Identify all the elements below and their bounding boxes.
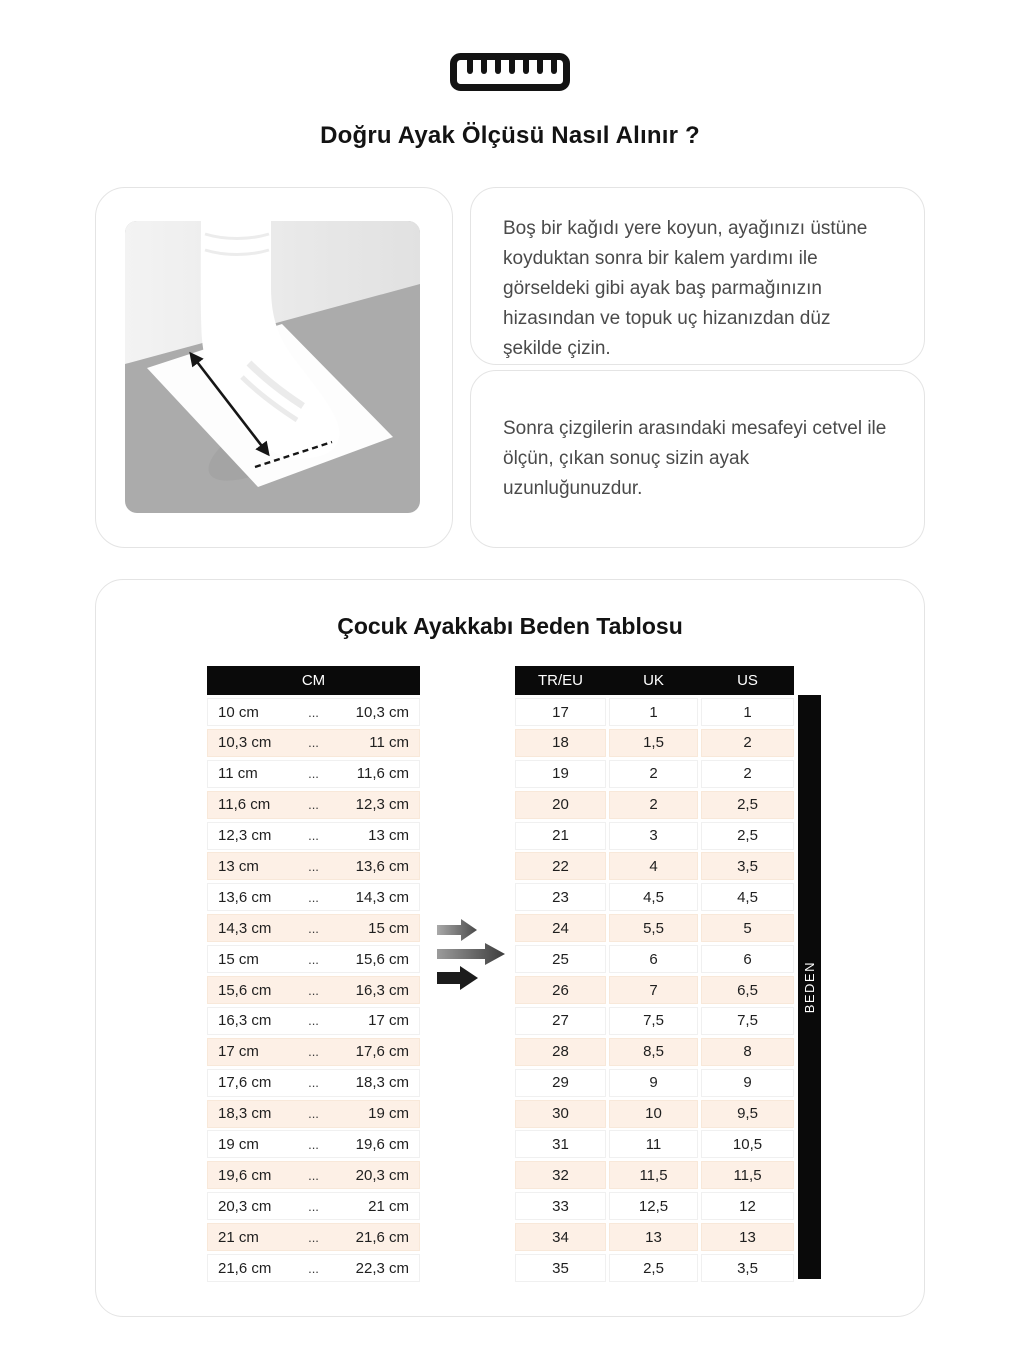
cm-from-value: 12,3 cm [218,827,272,845]
size-cell: 6,5 [701,976,794,1004]
size-cell: 24 [515,914,606,942]
cm-to-value: 21 cm [368,1197,409,1215]
size-table-row [515,852,794,880]
size-cell: 10 [609,1100,698,1128]
cm-table-row [207,1069,420,1097]
size-cell: 27 [515,1007,606,1035]
size-table-row [515,1192,794,1220]
cm-table-row [207,852,420,880]
cm-table-row [207,914,420,942]
cm-from-value: 14,3 cm [218,919,272,937]
cm-from-value: 13,6 cm [218,888,272,906]
size-cell: 13 [609,1223,698,1251]
cm-from-value: 20,3 cm [218,1197,272,1215]
size-table-title: Çocuk Ayakkabı Beden Tablosu [337,613,683,639]
cm-table-row [207,1254,420,1282]
size-cell: 32 [515,1161,606,1189]
size-cell: 11,5 [701,1161,794,1189]
cm-to-value: 19,6 cm [355,1135,409,1153]
size-table-row [515,1007,794,1035]
size-table-row [515,1069,794,1097]
size-cell: 2,5 [609,1254,698,1282]
cm-table-row [207,791,420,819]
foot-photo-card [95,187,453,548]
range-dots: ... [308,735,319,751]
cm-table-header: CM [207,666,420,695]
size-cell: 5,5 [609,914,698,942]
size-cell: 2 [609,791,698,819]
size-cell: 20 [515,791,606,819]
size-cell: 3,5 [701,1254,794,1282]
cm-table-row [207,1100,420,1128]
size-cell: 11 [609,1130,698,1158]
cm-from-value: 18,3 cm [218,1105,272,1123]
instruction-card-2 [470,370,925,548]
size-table-row [515,1223,794,1251]
size-cell: 2 [701,760,794,788]
size-cell: 9 [701,1069,794,1097]
size-table-row [515,698,794,726]
range-dots: ... [308,797,319,813]
instruction-text-1: Boş bir kağıdı yere koyun, ayağınızı üstüne koyduktan sonra bir kalem yardımı ile görseldeki gibi ayak baş parmağınızın hizasından ve topuk uç hizanızdan düz şekilde çizin. [503,218,868,359]
size-cell: 2,5 [701,822,794,850]
cm-from-value: 19,6 cm [218,1166,272,1184]
range-dots: ... [308,982,319,998]
size-cell: 5 [701,914,794,942]
size-table-row [515,1100,794,1128]
size-cell: 34 [515,1223,606,1251]
cm-to-value: 21,6 cm [355,1228,409,1246]
size-cell: 11,5 [609,1161,698,1189]
range-dots: ... [308,1013,319,1029]
size-table-row [515,945,794,973]
cm-to-value: 20,3 cm [355,1166,409,1184]
size-cell: 3,5 [701,852,794,880]
size-cell: 33 [515,1192,606,1220]
size-cell: 21 [515,822,606,850]
cm-from-value: 10,3 cm [218,734,272,752]
cm-from-value: 16,3 cm [218,1012,272,1030]
range-dots: ... [308,1260,319,1276]
size-table-row [515,883,794,911]
size-cell: 13 [701,1223,794,1251]
cm-to-value: 22,3 cm [355,1259,409,1277]
size-cell: 10,5 [701,1130,794,1158]
range-dots: ... [308,920,319,936]
size-cell: 29 [515,1069,606,1097]
cm-to-value: 15 cm [368,919,409,937]
size-col-us: US [737,672,758,689]
cm-table-row [207,1192,420,1220]
size-table-row [515,822,794,850]
size-cell: 12 [701,1192,794,1220]
size-table-header [515,666,794,695]
size-cell: 2 [609,760,698,788]
range-dots: ... [308,1106,319,1122]
cm-table [207,666,420,1282]
instruction-cards [470,187,925,548]
cm-from-value: 19 cm [218,1135,259,1153]
cm-to-value: 10,3 cm [355,703,409,721]
size-table-row [515,1161,794,1189]
size-cell: 6 [609,945,698,973]
size-cell: 22 [515,852,606,880]
size-col-uk: UK [643,672,664,689]
cm-to-value: 13,6 cm [355,857,409,875]
measure-guide-section [95,187,925,548]
size-cell: 8 [701,1038,794,1066]
range-dots: ... [308,828,319,844]
size-cell: 19 [515,760,606,788]
size-table-card [95,579,925,1317]
cm-table-row [207,729,420,757]
cm-table-row [207,1223,420,1251]
range-dots: ... [308,1075,319,1091]
foot-measurement-photo [125,221,420,513]
size-cell: 6 [701,945,794,973]
size-cell: 18 [515,729,606,757]
header-icon-wrap [0,0,1020,92]
range-dots: ... [308,1229,319,1245]
cm-from-value: 15 cm [218,950,259,968]
size-cell: 4,5 [701,883,794,911]
size-table-row [515,1130,794,1158]
cm-from-value: 13 cm [218,857,259,875]
size-cell: 35 [515,1254,606,1282]
cm-from-value: 17,6 cm [218,1074,272,1092]
size-col-treu: TR/EU [538,672,583,689]
cm-from-value: 15,6 cm [218,981,272,999]
cm-from-value: 21 cm [218,1228,259,1246]
range-dots: ... [308,766,319,782]
cm-to-value: 19 cm [368,1105,409,1123]
cm-to-value: 17 cm [368,1012,409,1030]
cm-from-value: 10 cm [218,703,259,721]
cm-table-body [207,698,420,1282]
cm-to-value: 15,6 cm [355,950,409,968]
cm-table-row [207,1161,420,1189]
cm-to-value: 18,3 cm [355,1074,409,1092]
cm-from-value: 21,6 cm [218,1259,272,1277]
page-title: Doğru Ayak Ölçüsü Nasıl Alınır ? [320,122,700,149]
cm-table-row [207,1007,420,1035]
cm-from-value: 11 cm [218,765,258,783]
size-table-row [515,760,794,788]
instruction-card-1 [470,187,925,365]
cm-from-value: 11,6 cm [218,796,271,814]
size-table-row [515,976,794,1004]
size-cell: 17 [515,698,606,726]
cm-table-row [207,760,420,788]
cm-table-row [207,698,420,726]
range-dots: ... [308,1044,319,1060]
range-dots: ... [308,889,319,905]
size-cell: 31 [515,1130,606,1158]
size-cell: 9,5 [701,1100,794,1128]
cm-table-row [207,1130,420,1158]
size-cell: 7,5 [609,1007,698,1035]
range-dots: ... [308,1198,319,1214]
cm-to-value: 14,3 cm [355,888,409,906]
size-table-row [515,791,794,819]
beden-side-label: BEDEN [802,960,817,1014]
transfer-arrows-icon [434,914,512,994]
size-cell: 1,5 [609,729,698,757]
cm-to-value: 13 cm [368,827,409,845]
size-table-row [515,1254,794,1282]
cm-to-value: 17,6 cm [355,1043,409,1061]
size-cell: 25 [515,945,606,973]
size-cell: 12,5 [609,1192,698,1220]
size-table [515,666,794,1282]
cm-to-value: 11,6 cm [356,765,409,783]
range-dots: ... [308,1136,319,1152]
size-table-row [515,914,794,942]
size-table-body [515,698,794,1282]
range-dots: ... [308,951,319,967]
size-cell: 3 [609,822,698,850]
size-cell: 4 [609,852,698,880]
size-cell: 2 [701,729,794,757]
size-cell: 1 [609,698,698,726]
cm-table-row [207,945,420,973]
range-dots: ... [308,704,319,720]
cm-to-value: 12,3 cm [355,796,409,814]
cm-table-row [207,976,420,1004]
cm-to-value: 16,3 cm [355,981,409,999]
range-dots: ... [308,1167,319,1183]
cm-table-row [207,1038,420,1066]
size-cell: 2,5 [701,791,794,819]
cm-table-row [207,822,420,850]
instruction-text-2: Sonra çizgilerin arasındaki mesafeyi cetvel ile ölçün, çıkan sonuç sizin ayak uzunluğunuzdur. [503,418,887,499]
size-cell: 23 [515,883,606,911]
size-table-row [515,729,794,757]
cm-to-value: 11 cm [369,734,409,752]
cm-from-value: 17 cm [218,1043,259,1061]
size-cell: 26 [515,976,606,1004]
size-cell: 28 [515,1038,606,1066]
size-cell: 4,5 [609,883,698,911]
size-cell: 7 [609,976,698,1004]
beden-side-bar [798,695,821,1279]
size-table-row [515,1038,794,1066]
range-dots: ... [308,858,319,874]
size-cell: 1 [701,698,794,726]
size-cell: 8,5 [609,1038,698,1066]
size-cell: 7,5 [701,1007,794,1035]
size-cell: 30 [515,1100,606,1128]
ruler-icon [449,52,571,92]
cm-table-row [207,883,420,911]
size-cell: 9 [609,1069,698,1097]
